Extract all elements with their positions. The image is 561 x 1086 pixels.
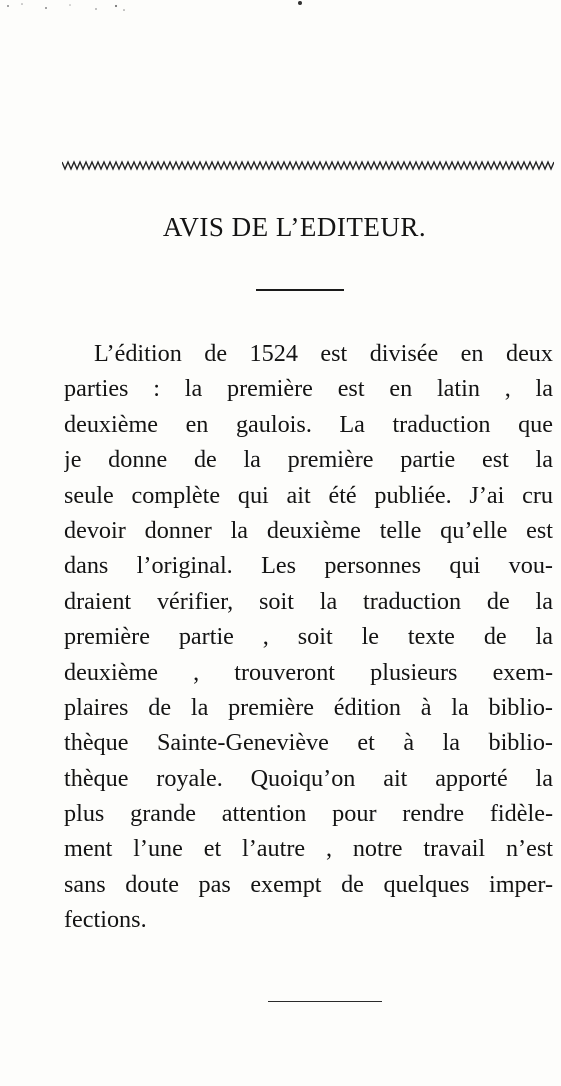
paragraph-line: première partie , soit le texte de la [64, 623, 553, 651]
paragraph-line: deuxième en gaulois. La traduction que [64, 410, 553, 438]
paragraph-line: L’édition de 1524 est divisée en deux [94, 340, 553, 367]
paragraph-line: thèque Sainte-Geneviève et à la biblio- [64, 729, 553, 757]
paragraph-line: devoir donner la deuxième telle qu’elle est [64, 516, 553, 544]
paragraph-line: draient vérifier, soit la traduction de la [64, 587, 553, 615]
paragraph-line: deuxième , trouveront plusieurs exem- [64, 658, 553, 686]
paper-specks [0, 0, 561, 30]
paragraph-line: plus grande attention pour rendre fidèle- [64, 800, 553, 828]
paragraph-line: thèque royale. Quoiqu’on ait apporté la [64, 764, 553, 792]
wavy-ornament-rule [62, 158, 554, 172]
closing-rule [268, 1001, 382, 1002]
paragraph-line: parties : la première est en latin , la [64, 375, 553, 403]
paragraph-line: plaires de la première édition à la biblio- [64, 693, 553, 721]
heading-underline-rule [256, 289, 344, 291]
paragraph-line: fections. [64, 906, 147, 934]
paragraph-line: seule complète qui ait été publiée. J’ai cru [64, 481, 553, 509]
page-heading: AVIS DE L’EDITEUR. [162, 212, 427, 242]
paragraph-line: dans l’original. Les personnes qui vou- [64, 552, 553, 580]
paragraph-line: sans doute pas exempt de quelques imper- [64, 870, 553, 898]
notice-paragraph [64, 336, 553, 938]
paragraph-line: je donne de la première partie est la [64, 446, 553, 474]
paragraph-line: ment l’une et l’autre , notre travail n’est [64, 835, 553, 863]
